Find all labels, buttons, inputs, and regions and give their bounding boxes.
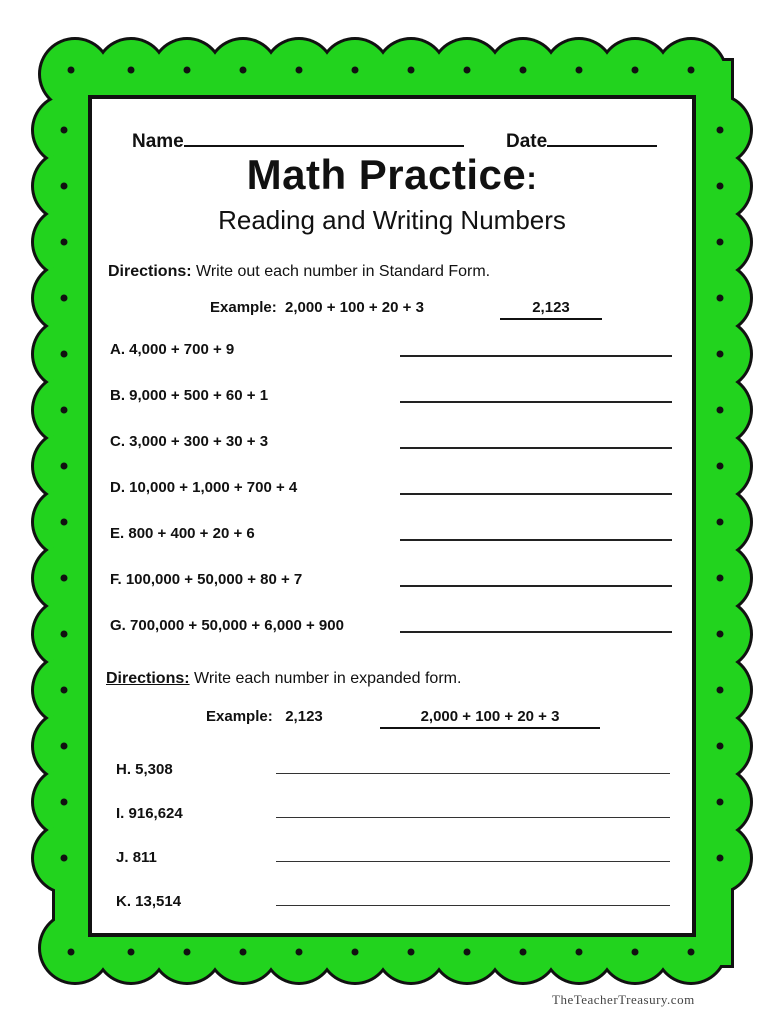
problem-row xyxy=(110,387,268,404)
name-field[interactable] xyxy=(132,127,464,153)
problem-row xyxy=(116,761,173,778)
problem-row xyxy=(110,617,344,634)
answer-line[interactable] xyxy=(400,447,672,449)
answer-line[interactable] xyxy=(276,861,670,862)
answer-line[interactable] xyxy=(400,493,672,495)
date-field[interactable] xyxy=(506,127,657,153)
answer-line[interactable] xyxy=(276,773,670,774)
problem-letter: G. xyxy=(110,617,126,634)
problem-row xyxy=(110,525,255,542)
example-problem: 2,000 + 100 + 20 + 3 xyxy=(285,299,424,316)
problem-row xyxy=(110,571,302,588)
problem-text: 916,624 xyxy=(128,805,183,822)
footer-credit: TheTeacherTreasury.com xyxy=(552,992,695,1007)
problem-letter: I. xyxy=(116,805,125,822)
example-answer: 2,123 xyxy=(500,299,602,320)
example-label: Example: xyxy=(206,708,273,725)
problem-text: 4,000 + 700 + 9 xyxy=(129,341,235,358)
problem-text: 10,000 + 1,000 + 700 + 4 xyxy=(129,479,298,496)
example-expanded-form xyxy=(206,708,323,725)
worksheet-page xyxy=(88,95,696,937)
problem-text: 9,000 + 500 + 60 + 1 xyxy=(129,387,269,404)
problem-text: 3,000 + 300 + 30 + 3 xyxy=(129,433,269,450)
problem-row xyxy=(110,433,268,450)
problem-letter: A. xyxy=(110,341,125,358)
problem-row xyxy=(116,893,181,910)
answer-line[interactable] xyxy=(400,539,672,541)
page-subtitle: Reading and Writing Numbers xyxy=(218,205,566,235)
problem-row xyxy=(116,805,183,822)
problem-letter: C. xyxy=(110,433,125,450)
answer-line[interactable] xyxy=(400,401,672,403)
answer-line[interactable] xyxy=(400,585,672,587)
directions-label: Directions: xyxy=(108,263,192,280)
directions-standard-form xyxy=(108,263,490,281)
problem-letter: H. xyxy=(116,761,131,778)
name-label: Name xyxy=(132,131,184,152)
directions-text: Write each number in expanded form. xyxy=(189,670,462,687)
name-blank[interactable] xyxy=(184,127,464,147)
problem-text: 700,000 + 50,000 + 6,000 + 900 xyxy=(130,617,344,634)
problem-row xyxy=(116,849,157,866)
problem-letter: K. xyxy=(116,893,131,910)
problem-text: 5,308 xyxy=(135,761,173,778)
date-blank[interactable] xyxy=(547,127,657,147)
problem-text: 13,514 xyxy=(135,893,182,910)
problem-letter: J. xyxy=(116,849,129,866)
problem-letter: E. xyxy=(110,525,125,542)
answer-line[interactable] xyxy=(400,631,672,633)
directions-label: Directions: xyxy=(106,670,190,687)
problem-text: 800 + 400 + 20 + 6 xyxy=(128,525,255,542)
title-colon: : xyxy=(526,160,538,196)
title-text: Math Practice xyxy=(246,151,527,198)
date-label: Date xyxy=(506,131,548,152)
answer-line[interactable] xyxy=(400,355,672,357)
example-standard-form xyxy=(210,299,424,316)
problem-letter: B. xyxy=(110,387,125,404)
problem-text: 811 xyxy=(132,849,157,866)
page-title xyxy=(92,151,692,199)
directions-expanded-form xyxy=(106,670,461,688)
answer-line[interactable] xyxy=(276,817,670,818)
problem-text: 100,000 + 50,000 + 80 + 7 xyxy=(125,571,303,588)
example-label: Example: xyxy=(210,299,277,316)
problem-row xyxy=(110,479,297,496)
example-answer: 2,000 + 100 + 20 + 3 xyxy=(380,708,600,729)
answer-line[interactable] xyxy=(276,905,670,906)
problem-letter: F. xyxy=(110,571,122,588)
directions-text: Write out each number in Standard Form. xyxy=(191,263,491,280)
example-problem: 2,123 xyxy=(285,708,323,725)
problem-row xyxy=(110,341,234,358)
problem-letter: D. xyxy=(110,479,125,496)
